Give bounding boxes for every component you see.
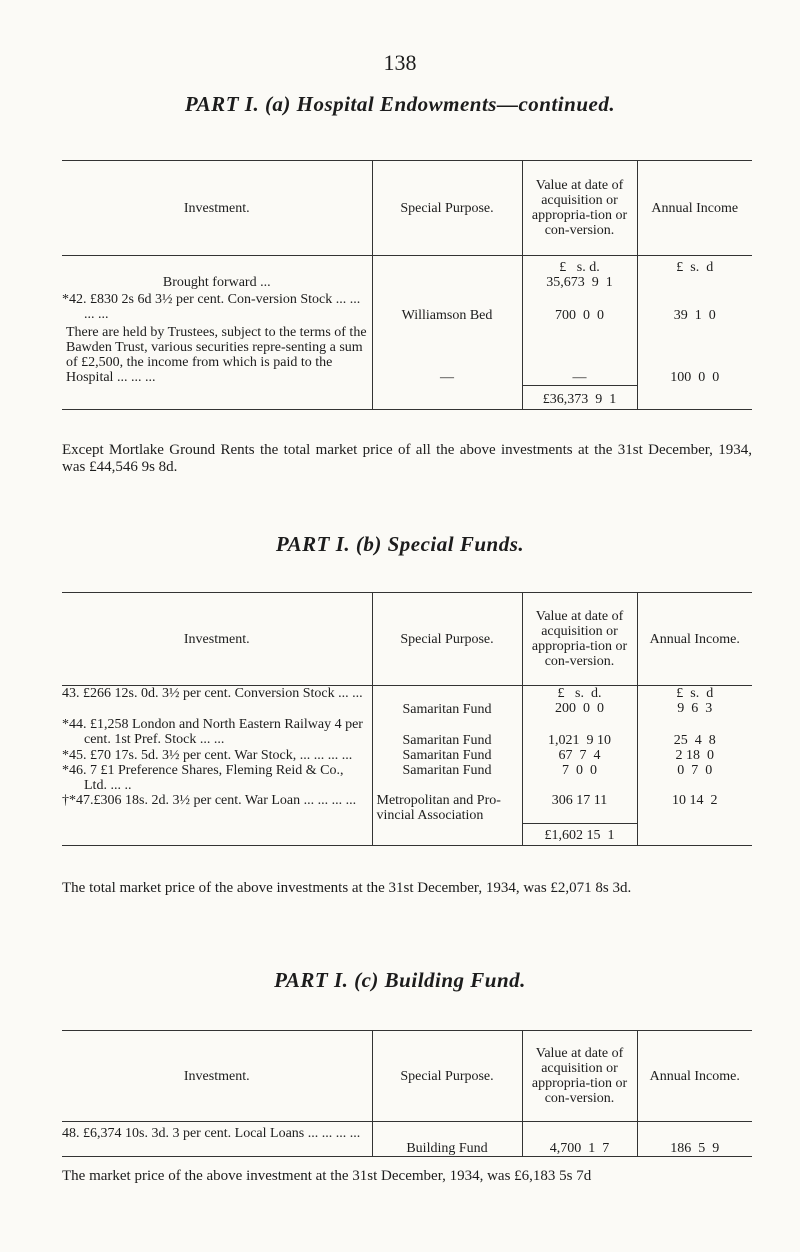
value-cell: 1,021 9 10 xyxy=(522,717,637,748)
table-row xyxy=(62,323,752,385)
income-cell xyxy=(637,275,752,290)
col-header-investment: Investment. xyxy=(62,593,372,686)
table-building-fund xyxy=(62,1030,752,1157)
income-cell: £ s. d 9 6 3 xyxy=(637,686,752,718)
purpose-cell: Samaritan Fund xyxy=(372,717,522,748)
currency-label-value: £ s. d. xyxy=(522,256,637,276)
currency-label-value: £ s. d. xyxy=(557,686,602,701)
value-cell: £ s. d. 200 0 0 xyxy=(522,686,637,718)
col-header-special-purpose: Special Purpose. xyxy=(372,161,522,256)
col-header-value: Value at date of acquisition or appropria-tion or con-version. xyxy=(522,1031,637,1122)
table-row xyxy=(62,763,752,793)
investment-cell: *45. £70 17s. 5d. 3½ per cent. War Stock, ... ... ... ... xyxy=(62,748,353,763)
market-price-note: The total market price of the above investments at the 31st December, 1934, was £2,071 8s 3d. xyxy=(62,880,632,896)
col-header-investment: Investment. xyxy=(62,161,372,256)
value-cell: 306 17 11 xyxy=(522,793,637,823)
purpose-cell xyxy=(372,275,522,290)
income-cell: 186 5 9 xyxy=(637,1122,752,1157)
table-row xyxy=(62,1122,752,1157)
col-header-annual-income: Annual Income. xyxy=(637,593,752,686)
table-row xyxy=(62,275,752,290)
investment-cell: 48. £6,374 10s. 3d. 3 per cent. Local Loans ... ... ... ... xyxy=(62,1122,372,1157)
income-cell: 39 1 0 xyxy=(637,290,752,323)
value-cell: 7 0 0 xyxy=(522,763,637,793)
investment-cell: *42. £830 2s 6d 3½ per cent. Con-version Stock ... ... ... ... xyxy=(62,292,361,322)
table-row xyxy=(62,290,752,323)
currency-label-income: £ s. d xyxy=(676,686,714,701)
value-cell: 35,673 9 1 xyxy=(522,275,637,290)
table-row xyxy=(62,748,752,763)
page-number: 138 xyxy=(383,50,417,75)
col-header-investment: Investment. xyxy=(62,1031,372,1122)
col-header-annual-income: Annual Income xyxy=(637,161,752,256)
table-row xyxy=(62,686,752,718)
value-cell: 4,700 1 7 xyxy=(522,1122,637,1157)
purpose-cell: Metropolitan and Pro-vincial Association xyxy=(372,793,522,823)
income-cell: 2 18 0 xyxy=(637,748,752,763)
market-price-note: Except Mortlake Ground Rents the total market price of all the above investments at the 31st December, 1934, was £44,546 9s 8d. xyxy=(62,442,752,475)
investment-cell: There are held by Trustees, subject to the terms of the Bawden Trust, various securities repre-senting a sum of £2,500, the income from which is paid to the Hospital ... ... ... xyxy=(66,325,367,385)
income-cell: 10 14 2 xyxy=(637,793,752,823)
col-header-value: Value at date of acquisition or appropria-tion or con-version. xyxy=(522,161,637,256)
section-title-hospital-endowments: PART I. (a) Hospital Endowments—continued. xyxy=(184,92,616,116)
investment-cell: †*47.£306 18s. 2d. 3½ per cent. War Loan ... ... ... ... xyxy=(62,793,357,808)
value-cell: 67 7 4 xyxy=(522,748,637,763)
col-header-value: Value at date of acquisition or appropria-tion or con-version. xyxy=(522,593,637,686)
currency-label-income: £ s. d xyxy=(637,256,752,276)
col-header-special-purpose: Special Purpose. xyxy=(372,1031,522,1122)
purpose-cell: Samaritan Fund xyxy=(372,686,522,718)
investment-cell: *44. £1,258 London and North Eastern Railway 4 per cent. 1st Pref. Stock ... ... xyxy=(62,717,363,747)
total-value: £1,602 15 1 xyxy=(522,823,637,845)
purpose-cell: — xyxy=(372,323,522,385)
income-cell: 25 4 8 xyxy=(637,717,752,748)
purpose-cell: Samaritan Fund xyxy=(372,748,522,763)
value-cell: 700 0 0 xyxy=(522,290,637,323)
investment-cell: 43. £266 12s. 0d. 3½ per cent. Conversion Stock ... ... xyxy=(62,686,363,701)
value-cell: — xyxy=(522,323,637,385)
col-header-special-purpose: Special Purpose. xyxy=(372,593,522,686)
total-value: £36,373 9 1 xyxy=(522,385,637,409)
col-header-annual-income: Annual Income. xyxy=(637,1031,752,1122)
income-cell: 100 0 0 xyxy=(637,323,752,385)
table-hospital-endowments xyxy=(62,160,752,410)
market-price-note: The market price of the above investment at the 31st December, 1934, was £6,183 5s 7d xyxy=(62,1168,592,1184)
table-special-funds xyxy=(62,592,752,846)
income-cell: 0 7 0 xyxy=(637,763,752,793)
purpose-cell: Williamson Bed xyxy=(372,290,522,323)
table-row xyxy=(62,717,752,748)
investment-cell: *46. 7 £1 Preference Shares, Fleming Reid & Co., Ltd. ... .. xyxy=(62,763,344,793)
section-title-special-funds: PART I. (b) Special Funds. xyxy=(275,532,525,556)
purpose-cell: Samaritan Fund xyxy=(372,763,522,793)
purpose-cell: Building Fund xyxy=(372,1122,522,1157)
section-title-building-fund: PART I. (c) Building Fund. xyxy=(274,968,526,992)
investment-cell: Brought forward ... xyxy=(162,275,271,290)
table-row xyxy=(62,793,752,823)
